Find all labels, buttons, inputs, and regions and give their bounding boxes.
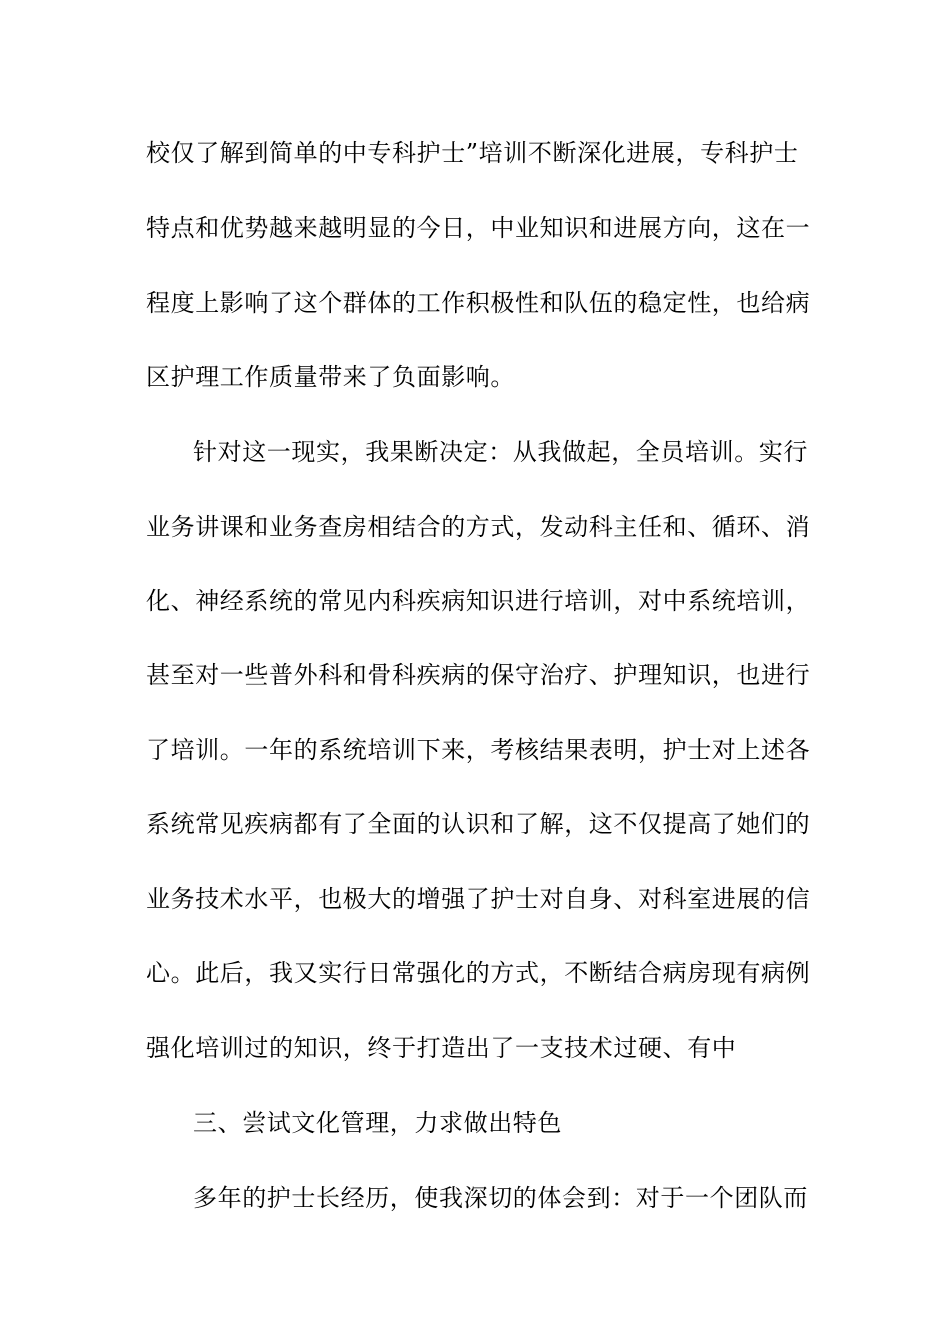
body-text-line: 心。此后，我又实行日常强化的方式，不断结合病房现有病例	[146, 959, 811, 987]
body-text-line: 化、神经系统的常见内科疾病知识进行培训，对中系统培训，	[146, 587, 811, 615]
body-text-line: 校仅了解到简单的中专科护士”培训不断深化进展，专科护士	[146, 139, 799, 167]
body-text-line: 强化培训过的知识，终于打造出了一支技术过硬、有中	[146, 1034, 737, 1062]
body-text-line: 程度上影响了这个群体的工作积极性和队伍的稳定性，也给病	[146, 289, 811, 317]
body-text-line: 业务讲课和业务查房相结合的方式，发动科主任和、循环、消	[146, 513, 811, 541]
section-heading: 三、尝试文化管理，力求做出特色	[193, 1109, 562, 1137]
body-text-line: 业务技术水平，也极大的增强了护士对自身、对科室进展的信	[146, 885, 811, 913]
body-text-line: 区护理工作质量带来了负面影响。	[146, 363, 515, 391]
paragraph-first-line: 多年的护士长经历，使我深切的体会到：对于一个团队而	[193, 1184, 808, 1212]
body-text-line: 特点和优势越来越明显的今日，中业知识和进展方向，这在一	[146, 214, 811, 242]
body-text-line: 了培训。一年的系统培训下来，考核结果表明，护士对上述各	[146, 736, 811, 764]
paragraph-first-line: 针对这一现实，我果断决定：从我做起，全员培训。实行	[193, 438, 808, 466]
body-text-line: 甚至对一些普外科和骨科疾病的保守治疗、护理知识，也进行	[146, 661, 811, 689]
body-text-line: 系统常见疾病都有了全面的认识和了解，这不仅提高了她们的	[146, 810, 811, 838]
